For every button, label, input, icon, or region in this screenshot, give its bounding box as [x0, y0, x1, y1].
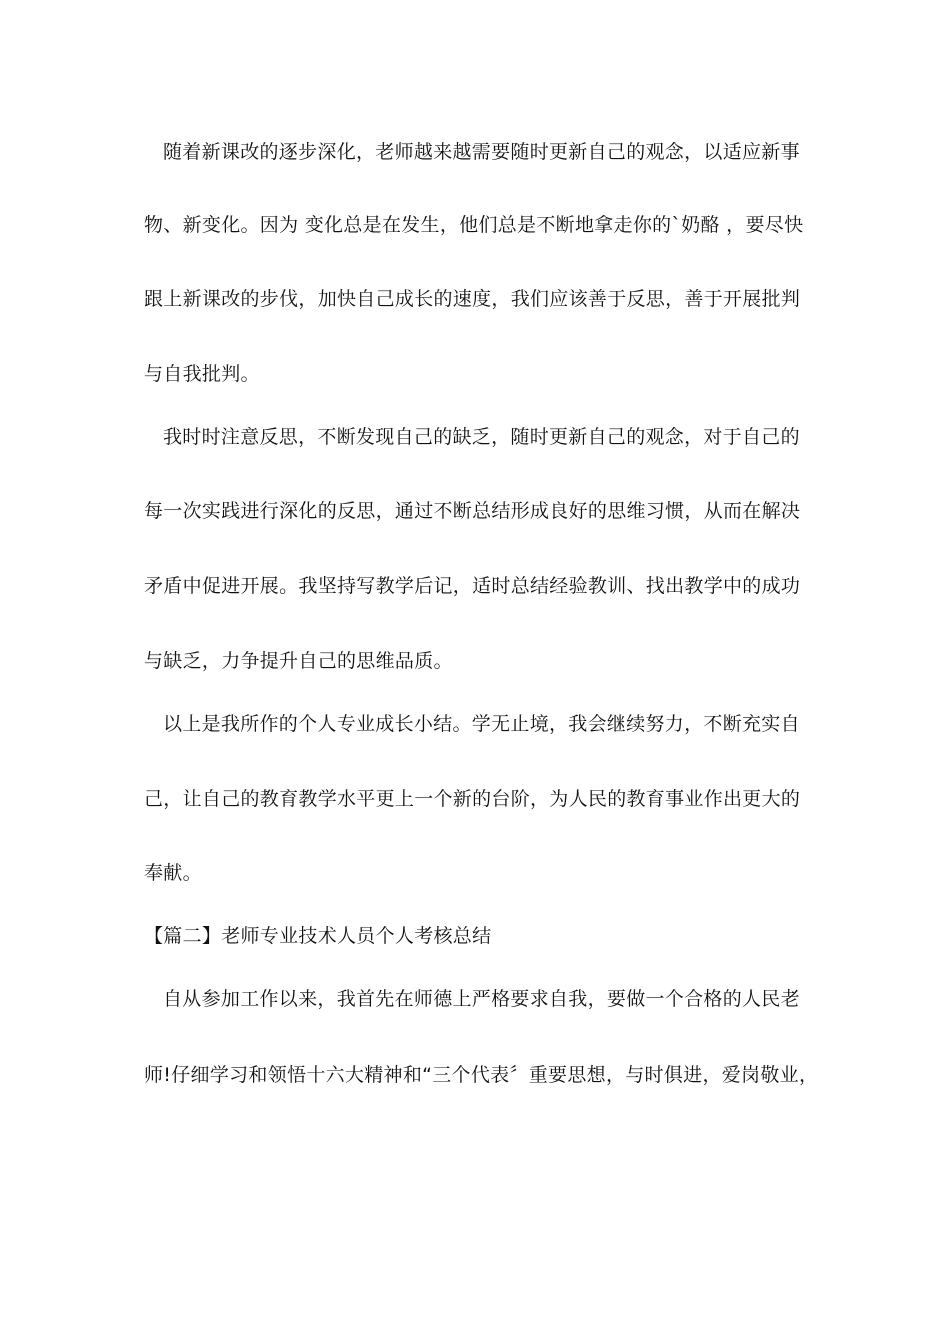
paragraph-3-line-1: 以上是我所作的个人专业成长小结。学无止境，我会继续努力，不断充实自	[163, 713, 800, 735]
paragraph-4-line-2: 师!仔细学习和领悟十六大精神和“三个代表〞重要思想，与时俱进，爱岗敬业，	[144, 1064, 819, 1086]
paragraph-1-line-4: 与自我批判。	[144, 363, 260, 385]
paragraph-2-line-1: 我时时注意反思，不断发现自己的缺乏，随时更新自己的观念，对于自己的	[163, 426, 800, 448]
paragraph-4-line-1: 自从参加工作以来，我首先在师德上严格要求自我，要做一个合格的人民老	[163, 988, 800, 1010]
paragraph-2-line-3: 矛盾中促进开展。我坚持写教学后记，适时总结经验教训、找出教学中的成功	[144, 575, 801, 597]
paragraph-3-line-2: 己，让自己的教育教学水平更上一个新的台阶，为人民的教育事业作出更大的	[144, 788, 801, 810]
paragraph-3-line-3: 奉献。	[144, 862, 202, 884]
paragraph-2-line-4: 与缺乏，力争提升自己的思维品质。	[144, 650, 453, 672]
paragraph-1-line-3: 跟上新课改的步伐，加快自己成长的速度，我们应该善于反思，善于开展批判	[144, 288, 801, 310]
paragraph-1-line-2: 物、新变化。因为 变化总是在发生，他们总是不断地拿走你的`奶酪 ，要尽快	[144, 214, 804, 236]
section-heading: 【篇二】老师专业技术人员个人考核总结	[144, 925, 492, 947]
paragraph-1-line-1: 随着新课改的逐步深化，老师越来越需要随时更新自己的观念，以适应新事	[163, 141, 800, 163]
paragraph-2-line-2: 每一次实践进行深化的反思，通过不断总结形成良好的思维习惯，从而在解决	[144, 500, 801, 522]
